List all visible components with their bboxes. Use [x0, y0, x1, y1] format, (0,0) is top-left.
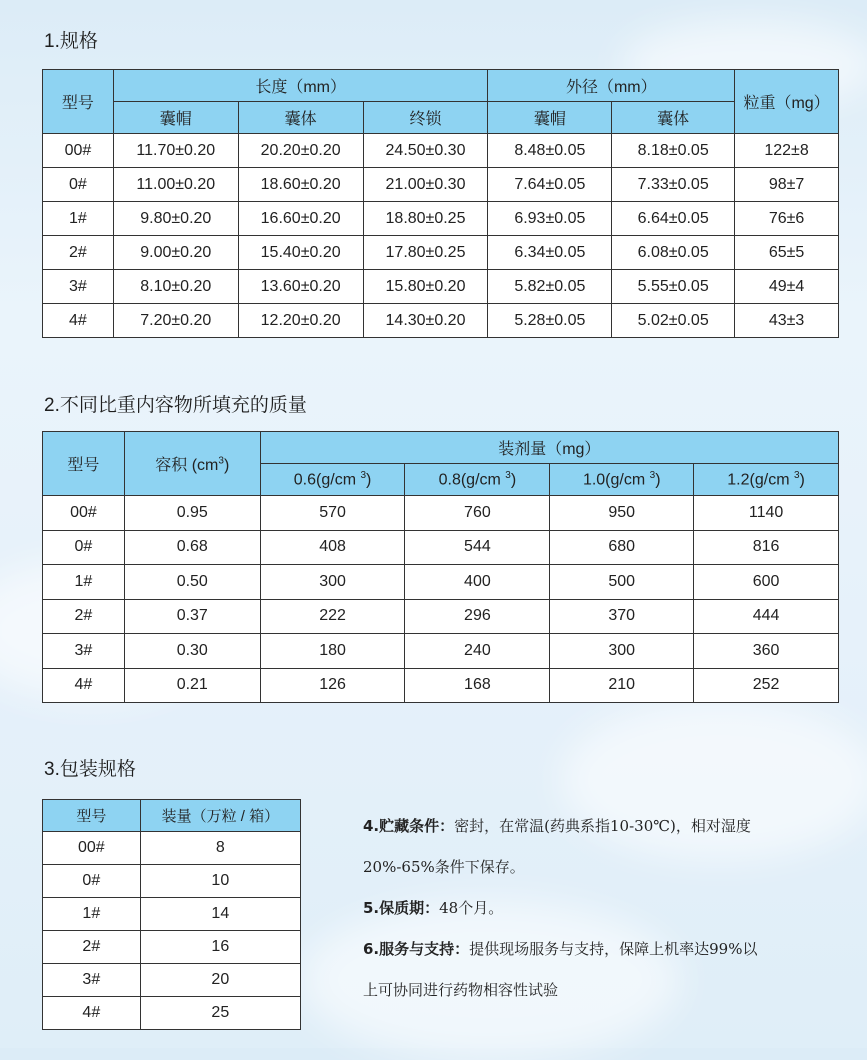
- table-cell: 18.60±0.20: [238, 168, 363, 202]
- table-cell: 16.60±0.20: [238, 202, 363, 236]
- header-density-0-6: 0.6(g/cm $^3$): [260, 464, 405, 496]
- table-row: [43, 565, 839, 600]
- table-row: [43, 496, 839, 531]
- table-cell: 7.33±0.05: [612, 168, 735, 202]
- table-cell: 168: [405, 668, 550, 703]
- table-row: [43, 530, 839, 565]
- header-cap-outer: 囊帽: [488, 102, 612, 134]
- storage-condition: 4.贮藏条件：密封，在常温(药典系指10-30℃)，相对湿度: [363, 817, 751, 835]
- table-cell: 20.20±0.20: [238, 134, 363, 168]
- table-cell: 5.28±0.05: [488, 304, 612, 338]
- table-row: [43, 865, 301, 898]
- table-cell: 240: [405, 634, 550, 669]
- table-cell: 17.80±0.25: [363, 236, 488, 270]
- table-cell: 6.93±0.05: [488, 202, 612, 236]
- table-cell: 300: [260, 565, 405, 600]
- table-cell: 9.80±0.20: [113, 202, 238, 236]
- header-density-0-8: 0.8(g/cm $^3$): [405, 464, 550, 496]
- table-cell: 2#: [43, 599, 125, 634]
- notes-block: [363, 806, 843, 1011]
- table-cell: 300: [550, 634, 694, 669]
- table-cell: 408: [260, 530, 405, 565]
- service-support-cont: 上可协同进行药物相容性试验: [363, 981, 559, 999]
- table-row: [43, 931, 301, 964]
- table-cell: 00#: [43, 496, 125, 531]
- table-cell: 98±7: [735, 168, 839, 202]
- table-cell: 13.60±0.20: [238, 270, 363, 304]
- table-row: [43, 832, 301, 865]
- table-row: [43, 304, 839, 338]
- table-row: [43, 997, 301, 1030]
- table-cell: 570: [260, 496, 405, 531]
- table-cell: 6.64±0.05: [612, 202, 735, 236]
- table-cell: 20: [140, 964, 300, 997]
- table-row: [43, 236, 839, 270]
- table-cell: 76±6: [735, 202, 839, 236]
- table-cell: 210: [550, 668, 694, 703]
- fill-mass-table: [42, 431, 839, 703]
- table-cell: 3#: [43, 270, 114, 304]
- header-model: 型号: [43, 800, 141, 832]
- table-cell: 1#: [43, 202, 114, 236]
- table-cell: 0#: [43, 530, 125, 565]
- section1-title: 1.规格: [44, 31, 98, 52]
- service-support: 6.服务与支持：提供现场服务与支持，保障上机率达99%以: [363, 940, 758, 958]
- table-cell: 2#: [43, 931, 141, 964]
- table-cell: 4#: [43, 668, 125, 703]
- header-density-1-2: 1.2(g/cm $^3$): [694, 464, 839, 496]
- table-cell: 18.80±0.25: [363, 202, 488, 236]
- table-cell: 680: [550, 530, 694, 565]
- shelf-life: 5.保质期：48个月。: [363, 899, 504, 917]
- table-cell: 444: [694, 599, 839, 634]
- table-cell: 6.08±0.05: [612, 236, 735, 270]
- table-cell: 950: [550, 496, 694, 531]
- table-cell: 0#: [43, 168, 114, 202]
- table-row: [43, 668, 839, 703]
- table-cell: 21.00±0.30: [363, 168, 488, 202]
- table-cell: 12.20±0.20: [238, 304, 363, 338]
- table-cell: 3#: [43, 634, 125, 669]
- packaging-table: [42, 799, 301, 1030]
- header-model: 型号: [43, 70, 114, 134]
- table-cell: 6.34±0.05: [488, 236, 612, 270]
- table-cell: 8.48±0.05: [488, 134, 612, 168]
- table-cell: 296: [405, 599, 550, 634]
- table-cell: 8: [140, 832, 300, 865]
- table-cell: 49±4: [735, 270, 839, 304]
- table-cell: 5.82±0.05: [488, 270, 612, 304]
- storage-condition-cont: 20%-65%条件下保存。: [363, 858, 525, 876]
- table-cell: 0.50: [124, 565, 260, 600]
- table-row: [43, 634, 839, 669]
- table-cell: 7.64±0.05: [488, 168, 612, 202]
- header-lock: 终锁: [363, 102, 488, 134]
- table-cell: 14.30±0.20: [363, 304, 488, 338]
- header-volume: 容积 $(cm^3)$: [124, 432, 260, 496]
- header-outer-diameter: 外径（mm）: [488, 70, 735, 102]
- table-row: [43, 134, 839, 168]
- table-cell: 544: [405, 530, 550, 565]
- header-body: 囊体: [238, 102, 363, 134]
- table-row: [43, 270, 839, 304]
- table-row: [43, 964, 301, 997]
- table-cell: 0.21: [124, 668, 260, 703]
- table-row: [43, 202, 839, 236]
- header-cap: 囊帽: [113, 102, 238, 134]
- table-cell: 0.95: [124, 496, 260, 531]
- table-cell: 1#: [43, 565, 125, 600]
- header-quantity: 装量（万粒 / 箱）: [140, 800, 300, 832]
- table-cell: 126: [260, 668, 405, 703]
- table-row: [43, 168, 839, 202]
- table-cell: 600: [694, 565, 839, 600]
- table-cell: 24.50±0.30: [363, 134, 488, 168]
- header-dose: 装剂量（mg）: [260, 432, 838, 464]
- table-cell: 400: [405, 565, 550, 600]
- table-cell: 370: [550, 599, 694, 634]
- table-cell: 0.30: [124, 634, 260, 669]
- table-cell: 43±3: [735, 304, 839, 338]
- table-cell: 11.70±0.20: [113, 134, 238, 168]
- table-row: [43, 599, 839, 634]
- table-cell: 9.00±0.20: [113, 236, 238, 270]
- table-cell: 15.40±0.20: [238, 236, 363, 270]
- header-length: 长度（mm）: [113, 70, 488, 102]
- table-cell: 16: [140, 931, 300, 964]
- table-cell: 00#: [43, 832, 141, 865]
- header-body-outer: 囊体: [612, 102, 735, 134]
- table-cell: 8.18±0.05: [612, 134, 735, 168]
- header-weight: 粒重（mg）: [735, 70, 839, 134]
- table-cell: 1140: [694, 496, 839, 531]
- table-cell: 760: [405, 496, 550, 531]
- table-cell: 0.68: [124, 530, 260, 565]
- table-cell: 252: [694, 668, 839, 703]
- table-cell: 25: [140, 997, 300, 1030]
- table-cell: 10: [140, 865, 300, 898]
- table-cell: 7.20±0.20: [113, 304, 238, 338]
- table-cell: 11.00±0.20: [113, 168, 238, 202]
- table-cell: 5.55±0.05: [612, 270, 735, 304]
- header-density-1-0: 1.0(g/cm $^3$): [550, 464, 694, 496]
- table-cell: 15.80±0.20: [363, 270, 488, 304]
- table-row: [43, 898, 301, 931]
- table-cell: 14: [140, 898, 300, 931]
- table-cell: 0.37: [124, 599, 260, 634]
- table-cell: 222: [260, 599, 405, 634]
- table-cell: 8.10±0.20: [113, 270, 238, 304]
- table-cell: 180: [260, 634, 405, 669]
- section2-title: 2.不同比重内容物所填充的质量: [44, 395, 307, 416]
- table-cell: 00#: [43, 134, 114, 168]
- table-cell: 65±5: [735, 236, 839, 270]
- table-cell: 0#: [43, 865, 141, 898]
- table-cell: 816: [694, 530, 839, 565]
- section3-title: 3.包装规格: [44, 759, 136, 780]
- table-cell: 2#: [43, 236, 114, 270]
- header-model: 型号: [43, 432, 125, 496]
- table-cell: 1#: [43, 898, 141, 931]
- table-cell: 500: [550, 565, 694, 600]
- table-cell: 4#: [43, 997, 141, 1030]
- table-cell: 5.02±0.05: [612, 304, 735, 338]
- table-cell: 360: [694, 634, 839, 669]
- table-cell: 3#: [43, 964, 141, 997]
- table-cell: 4#: [43, 304, 114, 338]
- table-cell: 122±8: [735, 134, 839, 168]
- spec-table: [42, 69, 839, 338]
